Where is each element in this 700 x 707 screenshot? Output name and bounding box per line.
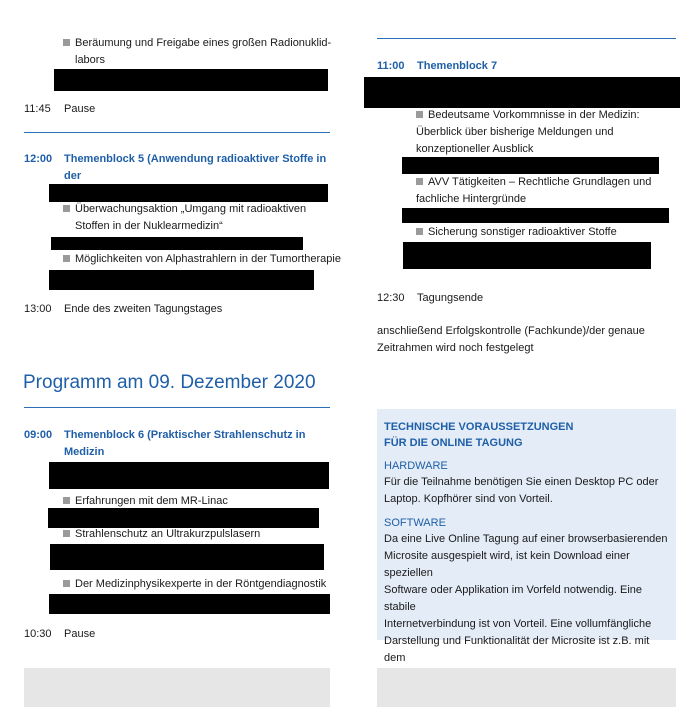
infobox-title-line1: TECHNISCHE VORAUSSETZUNGEN [384, 421, 574, 433]
bullet-square-icon [416, 228, 423, 235]
bullet-square-icon [63, 580, 70, 587]
end-label: Tagungsende [417, 292, 484, 304]
agenda-item-radionuklidlabor [63, 35, 333, 69]
bullet-square-icon [416, 178, 423, 185]
time-end-day2: 13:00 [24, 303, 52, 315]
agenda-item-medizinphysik [63, 576, 326, 593]
divider [24, 407, 330, 408]
redaction-bar [49, 184, 328, 202]
agenda-item-avv [416, 174, 686, 208]
time-block-5: 12:00 [24, 153, 53, 165]
redaction-bar [49, 462, 329, 489]
item-text: Beräumung und Freigabe eines großen Radionuklid- [75, 37, 332, 49]
closing-note-line1: anschließend Erfolgskontrolle (Fachkunde)/der genaue [377, 325, 645, 337]
section-title: Programm am 09. Dezember 2020 [23, 372, 316, 393]
redaction-bar [364, 77, 680, 108]
software-text-4: Internetverbindung ist von Vorteil. Eine vollumfängliche [384, 618, 652, 630]
item-text-cont: labors [75, 54, 105, 66]
redaction-bar [50, 544, 324, 570]
item-text-cont: Überblick über bisherige Meldungen und [416, 126, 614, 138]
footer-box [24, 668, 330, 707]
item-text: Strahlenschutz an Ultrakurzpulslasern [75, 528, 261, 540]
redaction-bar [49, 594, 330, 614]
item-text-cont: Stoffen in der Nuklearmedizin“ [75, 220, 223, 232]
pause-label: Pause [64, 628, 96, 640]
redaction-bar [402, 157, 659, 174]
time-pause-1: 11:45 [24, 103, 51, 115]
bullet-square-icon [63, 205, 70, 212]
redaction-bar [49, 270, 314, 290]
redaction-bar [403, 242, 651, 269]
time-block-6: 09:00 [24, 429, 53, 441]
hardware-heading: HARDWARE [384, 460, 448, 472]
block-6-title-line1: Themenblock 6 (Praktischer Strahlenschutz in Medizin [64, 429, 306, 458]
software-text-2: Microsite ausgespielt wird, ist kein Download einer speziellen [384, 550, 630, 579]
time-pause-2: 10:30 [24, 628, 52, 640]
block-7-title: Themenblock 7 [417, 60, 498, 72]
redaction-bar [402, 208, 669, 223]
agenda-item-sicherung [416, 224, 617, 241]
technical-requirements-box [377, 409, 676, 664]
infobox-title-line2: FÜR DIE ONLINE TAGUNG [384, 437, 523, 449]
time-block-7: 11:00 [377, 60, 405, 72]
item-text-cont: fachliche Hintergründe [416, 193, 527, 205]
hardware-text-2: Laptop. Kopfhörer sind von Vorteil. [384, 493, 553, 505]
agenda-item-ultrakurzpuls [63, 526, 260, 543]
item-text: Sicherung sonstiger radioaktiver Stoffe [428, 226, 617, 238]
end-day2-label: Ende des zweiten Tagungstages [64, 303, 223, 315]
bullet-square-icon [63, 255, 70, 262]
bullet-square-icon [63, 39, 70, 46]
redaction-bar [48, 508, 319, 528]
item-text-cont: konzeptioneller Ausblick [416, 143, 534, 155]
closing-note-line2: Zeitrahmen wird noch festgelegt [377, 342, 534, 354]
software-heading: SOFTWARE [384, 517, 446, 529]
time-end: 12:30 [377, 292, 405, 304]
item-text: Erfahrungen mit dem MR-Linac [75, 495, 228, 507]
item-text: Überwachungsaktion „Umgang mit radioaktiven [75, 203, 307, 215]
divider [377, 38, 676, 39]
redaction-bar [51, 237, 303, 250]
bullet-square-icon [63, 530, 70, 537]
agenda-item-nuklearmedizin [63, 201, 333, 235]
item-text: Der Medizinphysikexperte in der Röntgendiagnostik [75, 578, 327, 590]
pause-label: Pause [64, 103, 96, 115]
item-text: AVV Tätigkeiten – Rechtliche Grundlagen und [428, 176, 652, 188]
hardware-text-1: Für die Teilnahme benötigen Sie einen Desktop PC oder [384, 476, 659, 488]
software-text-5: Darstellung und Funktionalität der Microsite ist z.B. mit dem [384, 635, 650, 664]
block-5-title-line1: Themenblock 5 (Anwendung radioaktiver Stoffe in der [64, 153, 327, 182]
item-text: Möglichkeiten von Alphastrahlern in der Tumortherapie [75, 253, 341, 265]
redaction-bar [54, 69, 328, 91]
item-text: Bedeutsame Vorkommnisse in der Medizin: [428, 109, 640, 121]
software-text-1: Da eine Live Online Tagung auf einer browserbasierenden [384, 533, 668, 545]
footer-box [377, 668, 676, 707]
divider [24, 132, 330, 133]
agenda-item-alphastrahler [63, 251, 341, 268]
closing-note [377, 323, 677, 357]
software-text-3: Software oder Applikation im Vorfeld notwendig. Eine stabile [384, 584, 643, 613]
agenda-item-vorkommnisse [416, 107, 686, 158]
bullet-square-icon [63, 497, 70, 504]
bullet-square-icon [416, 111, 423, 118]
